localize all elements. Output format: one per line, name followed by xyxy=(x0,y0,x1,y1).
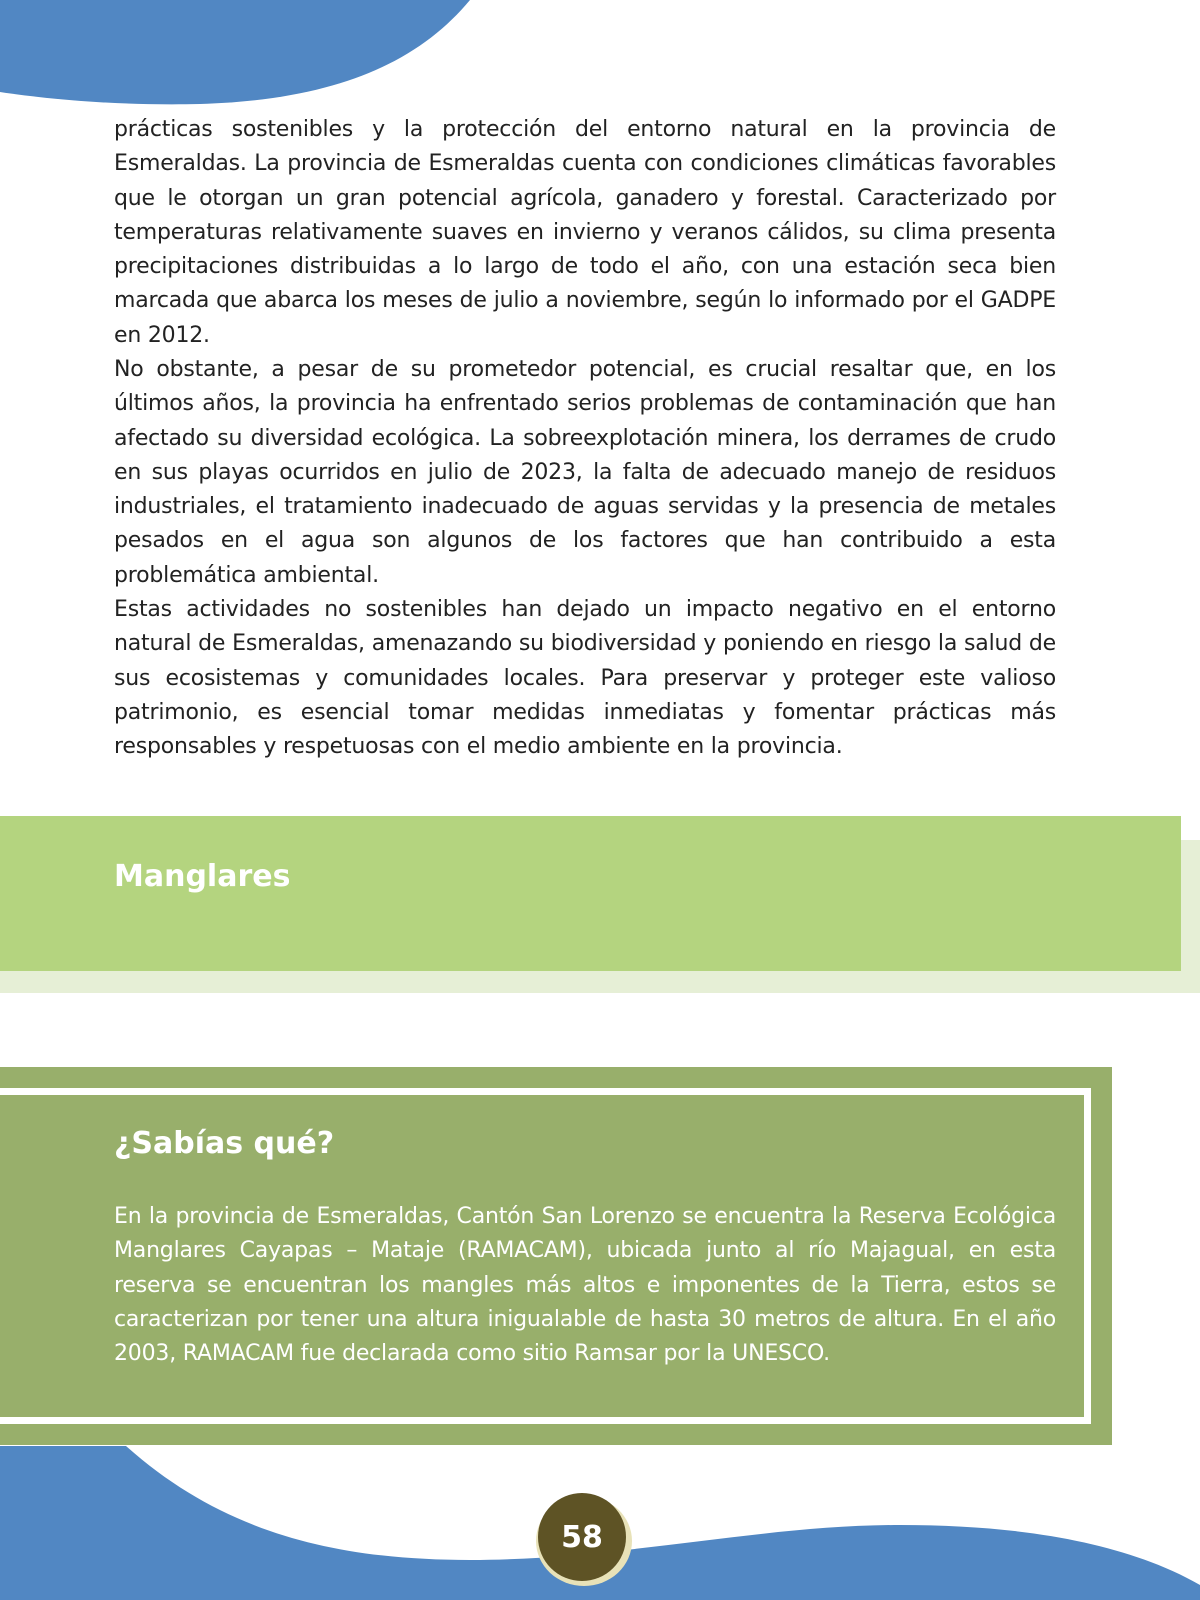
page-number: 58 xyxy=(561,1519,603,1555)
page-number-badge xyxy=(538,1493,626,1581)
top-blue-wave xyxy=(0,0,470,104)
fact-box-text: En la provincia de Esmeraldas, Cantón San Lorenzo se encuentra la Reserva Ecológica Manglares Cayapas – Mataje (RAMACAM), ubicada junto al río Majagual, en esta reserva se encuentran los mangles más altos e imponentes de la Tierra, estos se caracterizan por tener una altura inigualable de hasta 30 metros de altura. En el año 2003, RAMACAM fue declarada como sitio Ramsar por la UNESCO. xyxy=(114,1204,1056,1367)
paragraph-impact: Estas actividades no sostenibles han dejado un impacto negativo en el entorno natural de Esmeraldas, amenazando su biodiversidad y poniendo en riesgo la salud de sus ecosistemas y comunidades locales. Para preservar y proteger este valioso patrimonio, es esencial tomar medidas inmediatas y fomentar prácticas más responsables y respetuosas con el medio ambiente en la provincia. xyxy=(114,597,1056,760)
fact-box-title: ¿Sabías qué? xyxy=(114,1126,335,1161)
paragraph-climate: prácticas sostenibles y la protección del entorno natural en la provincia de Esmeraldas. La provincia de Esmeraldas cuenta con condiciones climáticas favorables que le otorgan un gran potencial agrícola, ganadero y forestal. Caracterizado por temperaturas relativamente suaves en invierno y veranos cálidos, su clima presenta precipitaciones distribuidas a lo largo de todo el año, con una estación seca bien marcada que abarca los meses de julio a noviembre, según lo informado por el GADPE en 2012. xyxy=(114,117,1056,348)
paragraph-contamination: No obstante, a pesar de su prometedor potencial, es crucial resaltar que, en los últimos años, la provincia ha enfrentado serios problemas de contaminación que han afectado su diversidad ecológica. La sobreexplotación minera, los derrames de crudo en sus playas ocurridos en julio de 2023, la falta de adecuado manejo de residuos industriales, el tratamiento inadecuado de aguas servidas y la presencia de metales pesados en el agua son algunos de los factores que han contribuido a esta problemática ambiental. xyxy=(114,357,1056,588)
section-title: Manglares xyxy=(114,859,291,894)
